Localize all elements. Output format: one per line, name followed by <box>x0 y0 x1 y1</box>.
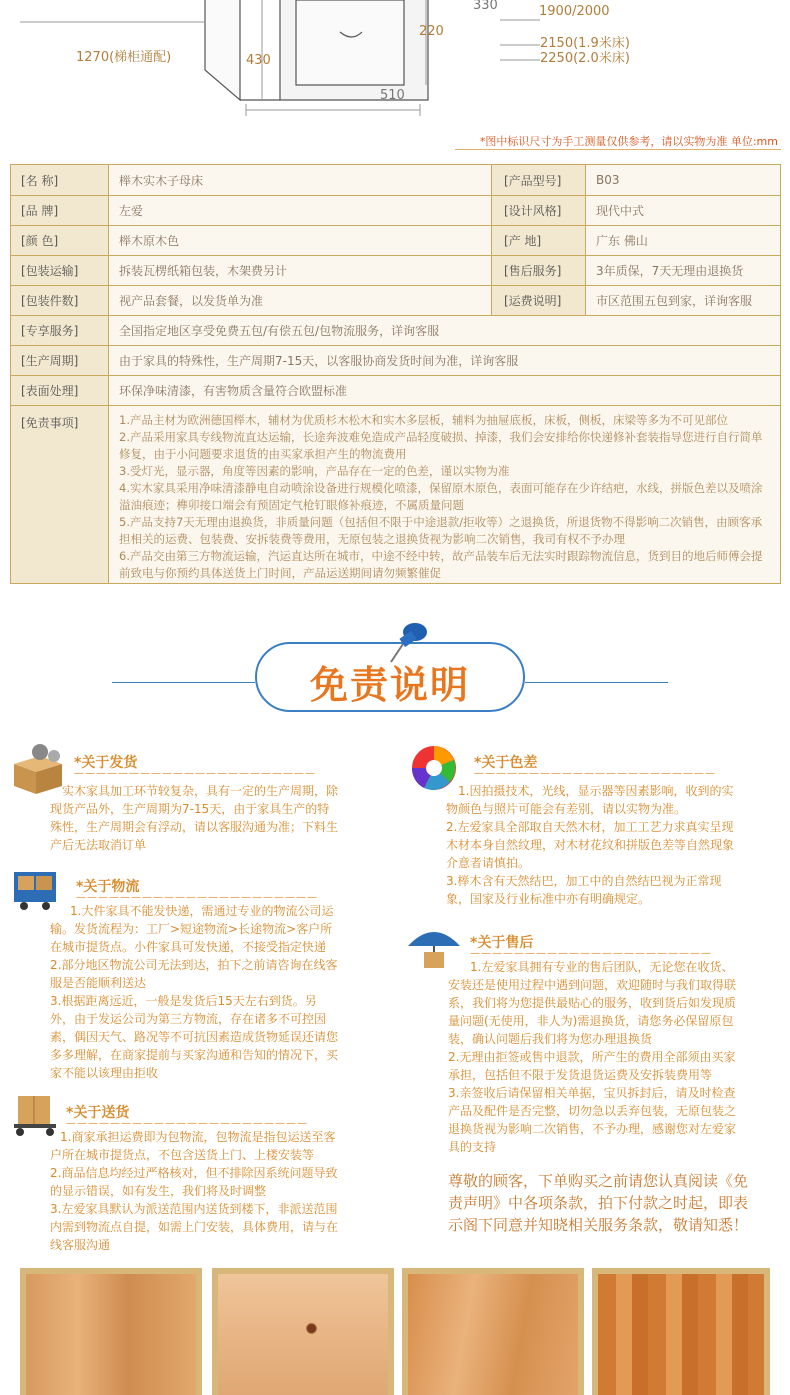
wood-sample-image <box>212 1268 394 1395</box>
spec-table <box>10 164 781 584</box>
section-line: 2.商品信息均经过严格核对，但不排除因系统问题导致的显示错误，如有发生，我们将及时调整 <box>50 1166 338 1198</box>
spec-label-style: [设计风格] <box>492 196 586 225</box>
spec-row <box>11 315 780 345</box>
section-line: 1.左爱家具拥有专业的售后团队，无论您在收货、安装还是使用过程中遇到问题，欢迎随时与我们取得联系，我们将为您提供最贴心的服务，收到货后如发现质量问题(无使用，非人为)需退换货，请您务必保留原包装，确认问题后我们将为您办理退换货 <box>448 960 737 1046</box>
section-divider: —————————————————————— <box>76 892 318 903</box>
divider-left <box>112 682 255 683</box>
section-line: 2.部分地区物流公司无法到达，拍下之前请咨询在线客服是否能顺利送达 <box>50 958 338 990</box>
exempt-item: 2.产品采用家具专线物流直达运输，长途奔波难免造成产品轻度破损、掉漆，我们会安排给你快递修补套装指导您进行自行简单修复，由于小问题要求退货的由买家承担产生的物流费用 <box>119 430 763 461</box>
section-line: 3.左爱家具默认为派送范围内送货到楼下，非派送范围内需到物流点自提，如需上门安装，具体费用，请与在线客服沟通 <box>50 1202 339 1252</box>
dimension-drawing <box>0 0 790 160</box>
section-delivery <box>12 1092 342 1257</box>
exempt-item: 6.产品交由第三方物流运输，汽运直达所在城市，中途不经中转，故产品装车后无法实时跟踪物流信息，货到目的地后师傅会提前致电与你预约具体送货上门时间，产品运送期间请勿频繁催促 <box>119 549 763 580</box>
section-color <box>410 742 750 912</box>
exempt-item: 1.产品主材为欧洲德国榉木，辅材为优质杉木松木和实木多层板，辅料为抽屉底板，床板，侧板，床梁等多为不可见部位 <box>119 413 728 427</box>
exempt-item: 4.实木家具采用净味清漆静电自动喷涂设备进行规模化喷漆，保留原木原色，表面可能存在少许结疤，水线，拼版色差以及喷涂溢油痕迹；榫卯接口端会有预固定气枪钉眼修补痕迹，不属质量问题 <box>119 481 763 512</box>
section-line: 实木家具加工环节较复杂，具有一定的生产周期，除现货产品外，生产周期为7-15天，由于家具生产的特殊性，生产周期会有浮动，请以客服沟通为准；下料生产后无法取消订单 <box>50 784 339 852</box>
spec-value-pack: 拆装瓦楞纸箱包装，木架费另计 <box>109 256 492 285</box>
section-title: *关于色差 <box>474 755 538 771</box>
exempt-list <box>109 406 780 583</box>
spec-row <box>11 285 780 315</box>
dim-510: 510 <box>380 88 405 103</box>
dim-1900-2000: 1900/2000 <box>539 4 610 19</box>
spec-value-after: 3年质保，7天无理由退换货 <box>596 264 744 278</box>
section-body <box>446 782 740 908</box>
divider-right <box>525 682 668 683</box>
spec-label-service: [专享服务] <box>11 316 109 345</box>
closing-notice: 尊敬的顾客，下单购买之前请您认真阅读《免责声明》中各项条款，拍下付款之时起，即表示阁下同意并知晓相关服务条款，敬请知悉！ <box>448 1172 749 1234</box>
exempt-item: 5.产品支持7天无理由退换货，非质量问题（包括但不限于中途退款/拒收等）之退换货，所退货物不得影响二次销售，由顾客承担相关的运费、包装费、安拆装费等费用，无原包装之退换货视为影响二次销售，我司有权不予办理 <box>119 515 763 546</box>
section-line: 1.大件家具不能发快递，需通过专业的物流公司运输。发货流程为：工厂>短途物流>长途物流>客户所在城市提货点。小件家具可发快递，不接受指定快递 <box>50 904 334 954</box>
section-title: *关于送货 <box>66 1105 130 1121</box>
section-line: 2.无理由拒签或售中退款，所产生的费用全部须由买家承担，包括但不限于发货退货运费及安拆装费用等 <box>448 1050 736 1082</box>
wood-sample-image <box>20 1268 202 1395</box>
dim-430: 430 <box>246 53 271 68</box>
spec-label-color: [颜 色] <box>11 226 109 255</box>
section-line: 2.左爱家具全部取自天然木材，加工工艺力求真实呈现木材本身自然纹理，对木材花纹和拼版色差等自然现象介意者请慎拍。 <box>446 820 735 870</box>
section-divider: —————————————————————— <box>66 1118 308 1129</box>
spec-value-color: 榉木原木色 <box>109 226 492 255</box>
spec-value-style: 现代中式 <box>596 204 645 218</box>
spec-label-exempt: [免责事项] <box>11 406 109 583</box>
spec-value-cycle: 由于家具的特殊性，生产周期7-15天，以客服协商发货时间为准，详询客服 <box>119 354 519 368</box>
spec-value-surface: 环保净味清漆，有害物质含量符合欧盟标准 <box>119 384 348 398</box>
section-logistics <box>12 866 342 1086</box>
section-line: 3.根据距离远近，一般是发货后15天左右到货。另外，由于发运公司为第三方物流，存在诸多不可控因素，偶因天气、路况等不可抗因素造成货物延误还请您多多理解，在商家提前与买家沟通和告知的情况下，买家不能以该理由拒收 <box>50 994 339 1080</box>
section-title: *关于物流 <box>76 879 140 895</box>
section-shipping <box>10 742 340 862</box>
spec-row <box>11 225 780 255</box>
section-line: 1.因拍摄技术，光线，显示器等因素影响，收到的实物颜色与照片可能会有差别，请以实物为准。 <box>446 784 734 816</box>
spec-label-pack: [包装运输] <box>11 256 109 285</box>
measurement-note: *图中标识尺寸为手工测量仅供参考，请以实物为准 单位:mm <box>479 135 778 148</box>
spec-row <box>11 375 780 405</box>
spec-label-after: [售后服务] <box>492 256 586 285</box>
spec-label-brand: [品 牌] <box>11 196 109 225</box>
spec-value-brand: 左爱 <box>109 196 492 225</box>
spec-value-count: 视产品套餐，以发货单为准 <box>109 286 492 315</box>
spec-row <box>11 165 780 195</box>
spec-label-origin: [产 地] <box>492 226 586 255</box>
section-divider: —————————————————————— <box>74 768 316 779</box>
wood-sample-image <box>592 1268 770 1395</box>
spec-row <box>11 195 780 225</box>
spec-value-name: 榉木实木子母床 <box>109 165 492 195</box>
spec-label-name: [名 称] <box>11 165 109 195</box>
note-underline <box>455 149 781 150</box>
disclaimer-title: 免责说明 <box>309 663 470 707</box>
section-body <box>448 958 744 1156</box>
dim-1270: 1270(梯柜通配) <box>76 50 172 65</box>
dim-2150: 2150(1.9米床) <box>540 36 630 51</box>
section-body <box>50 782 340 854</box>
dim-220: 220 <box>419 24 444 39</box>
dim-2250: 2250(2.0米床) <box>540 51 630 66</box>
pushpin-icon <box>385 618 435 666</box>
spec-label-cycle: [生产周期] <box>11 346 109 375</box>
spec-value-origin: 广东 佛山 <box>596 234 648 248</box>
disclaimer-banner <box>0 618 790 728</box>
section-divider: —————————————————————— <box>470 948 712 959</box>
section-line: 1.商家承担运费即为包物流，包物流是指包运送至客户所在城市提货点，不包含送货上门、上楼安装等 <box>50 1130 336 1162</box>
spec-row-exempt <box>11 405 780 583</box>
exempt-item: 3.受灯光，显示器，角度等因素的影响，产品存在一定的色差，谨以实物为准 <box>119 464 510 478</box>
spec-row <box>11 345 780 375</box>
spec-label-count: [包装件数] <box>11 286 109 315</box>
spec-label-freight: [运费说明] <box>492 286 586 315</box>
section-body <box>50 1128 340 1254</box>
spec-label-model: [产品型号] <box>492 165 586 195</box>
spec-label-surface: [表面处理] <box>11 376 109 405</box>
section-title: *关于发货 <box>74 755 138 771</box>
spec-value-model: B03 <box>596 173 620 187</box>
section-body <box>50 902 340 1082</box>
wood-sample-image <box>402 1268 584 1395</box>
section-title: *关于售后 <box>470 935 534 951</box>
spec-value-freight: 市区范围五包到家，详询客服 <box>596 294 753 308</box>
section-line: 3.榉木含有天然结巴，加工中的自然结巴视为正常现象，国家及行业标准中亦有明确规定。 <box>446 874 722 906</box>
spec-value-service: 全国指定地区享受免费五包/有偿五包/包物流服务，详询客服 <box>119 324 440 338</box>
dim-330: 330 <box>473 0 498 13</box>
section-aftersale <box>406 922 750 1162</box>
spec-row <box>11 255 780 285</box>
section-line: 3.亲签收后请保留相关单据，宝贝拆封后，请及时检查产品及配件是否完整，切勿急以丢弃包装，无原包装之退换货视为影响二次销售，不予办理，感谢您对左爱家具的支持 <box>448 1086 737 1154</box>
section-divider: —————————————————————— <box>474 768 716 779</box>
